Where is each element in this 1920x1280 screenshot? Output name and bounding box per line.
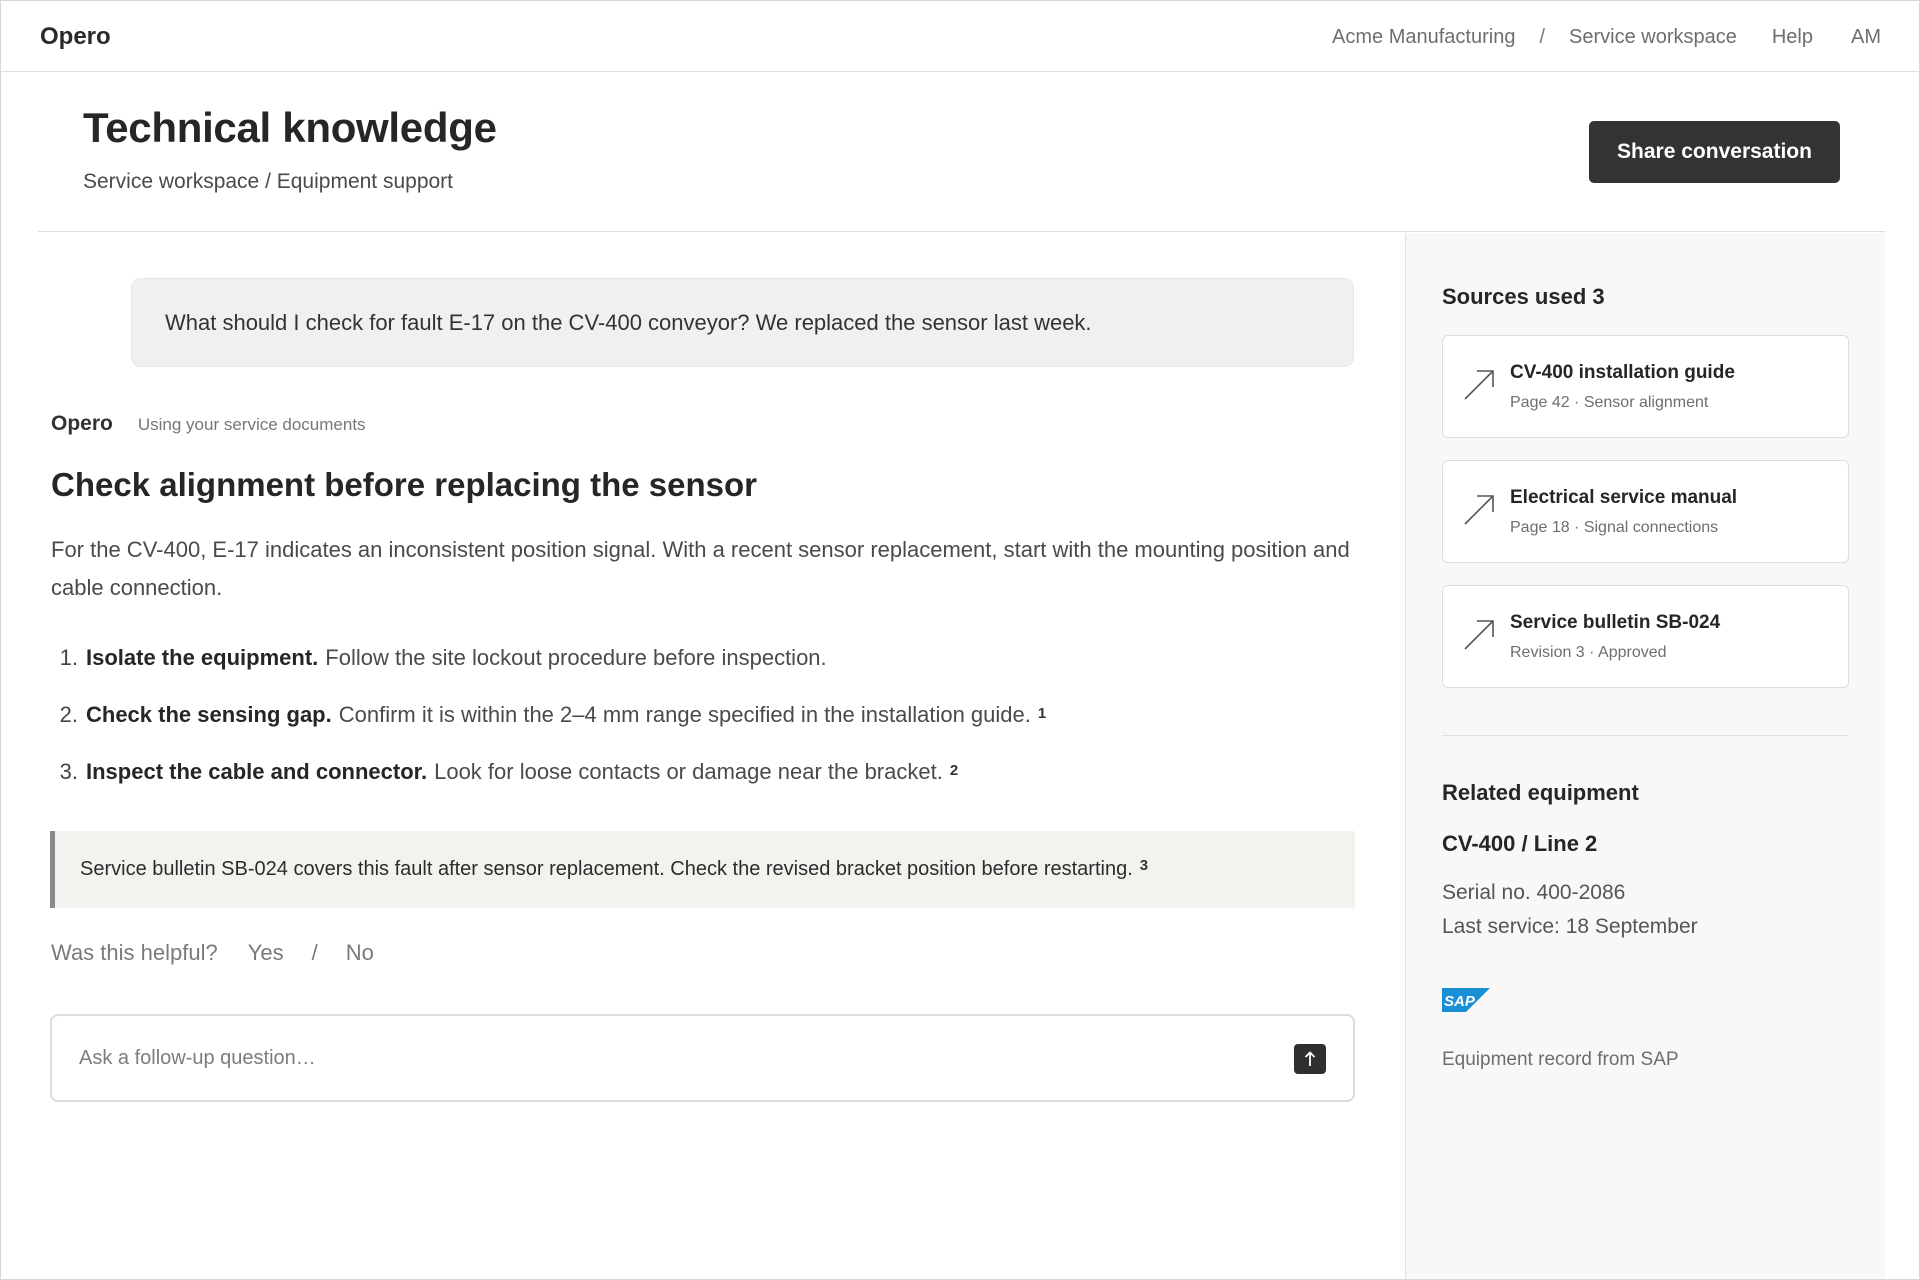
step-text: Look for loose contacts or damage near the bracket.: [434, 759, 943, 784]
workspace-link[interactable]: Service workspace: [1569, 26, 1737, 48]
top-bar: [1, 1, 1919, 72]
steps-list: [51, 645, 1361, 816]
source-title: CV-400 installation guide: [1510, 362, 1735, 383]
breadcrumb: Service workspace / Equipment support: [83, 170, 454, 193]
answer-intro: For the CV-400, E-17 indicates an inconsistent position signal. With a recent sensor replacement, start with the mounting position and cable connection.: [51, 537, 1350, 600]
step-heading: Isolate the equipment.: [86, 645, 319, 670]
sidebar-divider: [1442, 735, 1849, 736]
source-meta: Revision 3 · Approved: [1510, 644, 1667, 661]
brand-logo[interactable]: Opero: [40, 23, 111, 50]
step-item: [51, 645, 1361, 702]
conversation-panel: [38, 233, 1405, 1279]
step-number: 3.: [59, 759, 78, 784]
answer-title: Check alignment before replacing the sensor: [51, 466, 758, 503]
step-item: [51, 759, 1361, 816]
bulletin-callout: [50, 831, 1355, 908]
feedback-no-button[interactable]: No: [345, 940, 374, 965]
source-card[interactable]: [1442, 460, 1849, 563]
feedback-yes-button[interactable]: Yes: [247, 940, 284, 965]
top-nav: [1332, 26, 1881, 49]
external-arrow-icon: [1461, 617, 1497, 653]
related-equipment-title: Related equipment: [1442, 780, 1639, 805]
step-item: [51, 702, 1361, 759]
followup-box: [50, 1014, 1355, 1102]
step-text: Confirm it is within the 2–4 mm range specified in the installation guide.: [338, 702, 1031, 727]
sources-sidebar: [1405, 233, 1885, 1279]
page-title: Technical knowledge: [83, 104, 497, 151]
source-card[interactable]: [1442, 585, 1849, 688]
arrow-up-icon: [1303, 1050, 1317, 1068]
equipment-name[interactable]: CV-400 / Line 2: [1442, 831, 1598, 856]
source-title: Service bulletin SB-024: [1510, 612, 1721, 633]
callout-text: Service bulletin SB-024 covers this fault after sensor replacement. Check the revised bracket position before restarting.: [80, 858, 1133, 880]
source-meta: Page 42 · Sensor alignment: [1510, 394, 1709, 411]
external-arrow-icon: [1461, 367, 1497, 403]
assistant-header: [51, 412, 366, 436]
user-message-text: What should I check for fault E-17 on the CV-400 conveyor? We replaced the sensor last week.: [165, 309, 1092, 335]
feedback-question: Was this helpful?: [51, 940, 218, 965]
source-meta: Page 18 · Signal connections: [1510, 519, 1719, 536]
source-card[interactable]: [1442, 335, 1849, 438]
step-number: 2.: [59, 702, 78, 727]
followup-input[interactable]: [79, 1040, 1229, 1076]
avatar[interactable]: AM: [1851, 26, 1881, 48]
source-title: Electrical service manual: [1510, 487, 1738, 508]
feedback-separator: /: [311, 940, 318, 965]
step-number: 1.: [59, 645, 78, 670]
help-link[interactable]: Help: [1771, 26, 1813, 48]
user-message: [131, 278, 1354, 367]
page-header: [38, 73, 1885, 232]
sap-logo: [1442, 988, 1490, 1012]
step-heading: Inspect the cable and connector.: [86, 759, 428, 784]
external-arrow-icon: [1461, 492, 1497, 528]
svg-text:SAP: SAP: [1444, 993, 1475, 1010]
equipment-serial: Serial no. 400-2086: [1442, 881, 1626, 904]
step-text: Follow the site lockout procedure before inspection.: [325, 645, 827, 670]
assistant-context: Using your service documents: [137, 415, 366, 434]
send-button[interactable]: [1294, 1044, 1326, 1074]
citation-ref[interactable]: 3: [1139, 857, 1149, 874]
citation-ref[interactable]: 1: [1037, 705, 1047, 722]
sap-caption: Equipment record from SAP: [1442, 1049, 1679, 1070]
feedback-row: [51, 940, 374, 966]
sources-title: Sources used 3: [1442, 284, 1605, 309]
org-link[interactable]: Acme Manufacturing: [1332, 26, 1516, 48]
step-heading: Check the sensing gap.: [86, 702, 332, 727]
share-conversation-button[interactable]: Share conversation: [1589, 121, 1840, 183]
equipment-last-service: Last service: 18 September: [1442, 915, 1698, 938]
nav-separator: /: [1539, 26, 1546, 48]
citation-ref[interactable]: 2: [949, 762, 959, 779]
assistant-name: Opero: [51, 412, 113, 435]
